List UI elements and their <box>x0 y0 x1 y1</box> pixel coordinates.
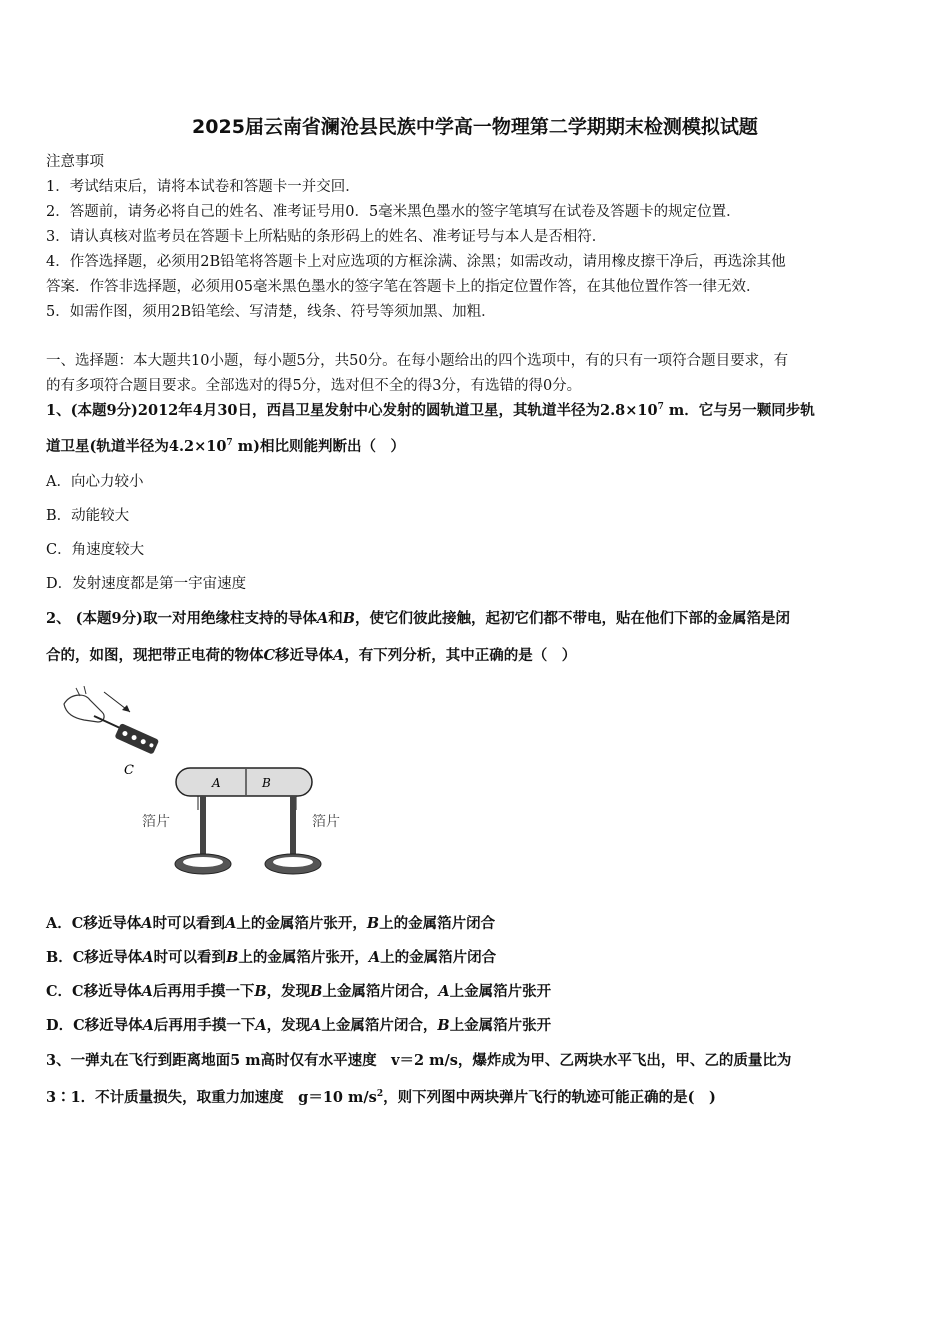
q1-option-a: A．向心力较小 <box>46 474 144 490</box>
base-right-top <box>273 857 313 867</box>
section-instructions-cont: 的有多项符合题目要求。全部选对的得5分，选对但不全的得3分，有选错的得0分。 <box>46 378 582 394</box>
label-foil-right: 箔片 <box>312 814 340 830</box>
notice-item: 5．如需作图，须用2B铅笔绘、写清楚，线条、符号等须加黑、加粗． <box>46 304 496 320</box>
q2-text: 2、 (本题9分)取一对用绝缘柱支持的导体 <box>46 610 317 627</box>
notice-item: 答案．作答非选择题，必须用05毫米黑色墨水的签字笔在答题卡上的指定位置作答，在其他位置作答一律无效． <box>46 279 761 295</box>
q2-text: 合的，如图，现把带正电荷的物体 <box>46 647 264 664</box>
notice-item: 2．答题前，请务必将自己的姓名、准考证号用0．5毫米黑色墨水的签字笔填写在试卷及答题卡的规定位置． <box>46 204 741 220</box>
q3-exponent: 2 <box>376 1089 384 1099</box>
notice-item: 1．考试结束后，请将本试卷和答题卡一并交回． <box>46 179 360 195</box>
page-title: 2025届云南省澜沧县民族中学高一物理第二学期期末检测模拟试题 <box>192 116 758 138</box>
question-3-stem-cont <box>46 1088 912 1108</box>
question-1-stem-cont <box>46 437 912 457</box>
q2-text: ，使它们彼此接触，起初它们都不带电，贴在他们下部的金属箔是闭 <box>354 610 790 627</box>
label-b: B <box>262 776 271 790</box>
q1-text: 1、(本题9分)2012年4月30日，西昌卫星发射中心发射的圆轨道卫星，其轨道半径为2.8×10 <box>46 402 658 419</box>
q1-exponent: 7 <box>657 402 664 412</box>
q2-text: 移近导体 <box>275 647 334 664</box>
insulating-stand-right <box>290 796 296 856</box>
notice-item: 4．作答选择题，必须用2B铅笔将答题卡上对应选项的方框涂满、涂黑；如需改动，请用橡皮擦干净后，再选涂其他 <box>46 254 786 270</box>
conductor-ab <box>176 768 312 796</box>
label-foil-left: 箔片 <box>142 814 170 830</box>
q1-option-c: C．角速度较大 <box>46 542 145 558</box>
q3-text: ，则下列图中两块弹片飞行的轨迹可能正确的是( ) <box>383 1089 716 1106</box>
question-1-stem <box>46 401 912 421</box>
electroscope-figure <box>50 686 360 886</box>
q1-text: m．它与另一颗同步轨 <box>663 402 815 419</box>
q2-var: A <box>316 610 329 627</box>
q3-text: 3∶1．不计质量损失，取重力加速度 g＝10 m/s <box>46 1089 377 1106</box>
base-left-top <box>183 857 223 867</box>
notice-item: 3．请认真核对监考员在答题卡上所粘贴的条形码上的姓名、准考证号与本人是否相符． <box>46 229 607 245</box>
q2-option-b: B．C移近导体A时可以看到B上的金属箔片张开，A上的金属箔片闭合 <box>46 949 497 966</box>
q1-text: m)相比则能判断出（ ） <box>232 438 405 455</box>
q2-text: ，有下列分析，其中正确的是（ ） <box>344 647 577 664</box>
question-2-stem-cont <box>46 646 912 666</box>
label-c: C <box>124 763 134 778</box>
question-2-stem <box>46 609 912 629</box>
q2-text: 和 <box>328 610 343 627</box>
label-a: A <box>212 776 221 790</box>
arrow-head-icon <box>122 705 130 712</box>
charged-rod-c <box>114 723 159 755</box>
q1-option-b: B．动能较大 <box>46 508 130 524</box>
notice-heading: 注意事项 <box>46 154 104 170</box>
q2-option-d: D．C移近导体A后再用手摸一下A，发现A上金属箔片闭合，B上金属箔片张开 <box>46 1017 552 1034</box>
q1-exponent: 7 <box>226 438 233 448</box>
q2-option-a: A．C移近导体A时可以看到A上的金属箔片张开，B上的金属箔片闭合 <box>46 915 496 932</box>
q1-option-d: D．发射速度都是第一宇宙速度 <box>46 576 247 592</box>
q2-option-c: C．C移近导体A后再用手摸一下B，发现B上金属箔片闭合，A上金属箔片张开 <box>46 983 552 1000</box>
insulating-stand-left <box>200 796 206 856</box>
q2-var: B <box>342 610 355 627</box>
q2-var: C <box>263 647 276 664</box>
question-3-stem: 3、一弹丸在飞行到距离地面5 m高时仅有水平速度 v＝2 m/s，爆炸成为甲、乙两块水平飞出，甲、乙的质量比为 <box>46 1052 792 1069</box>
q1-text: 道卫星(轨道半径为4.2×10 <box>46 438 227 455</box>
q2-var: A <box>333 647 345 664</box>
section-instructions: 一、选择题：本大题共10小题，每小题5分，共50分。在每小题给出的四个选项中，有的只有一项符合题目要求，有 <box>46 353 789 369</box>
